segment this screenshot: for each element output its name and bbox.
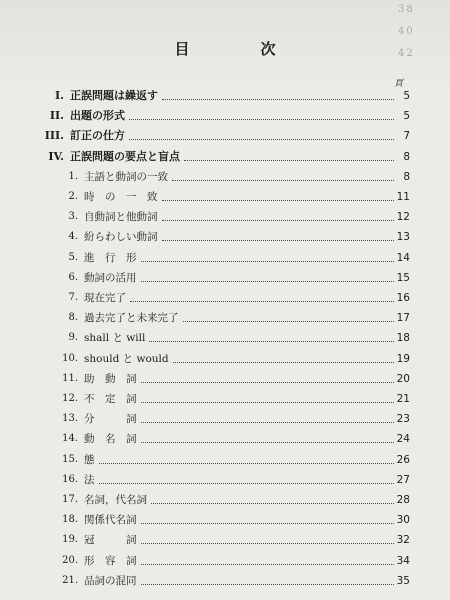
toc-page-number: 30 <box>396 514 410 527</box>
toc-page-number: 8 <box>403 170 410 183</box>
toc-item-number: 14. <box>62 433 78 445</box>
toc-item-title: should と would <box>84 352 169 365</box>
toc-item <box>0 530 450 550</box>
toc-item-title: shall と will <box>84 332 146 345</box>
toc-item-number: II. <box>49 109 64 123</box>
toc-item-title: 法 <box>84 473 95 486</box>
toc-page-number: 14 <box>396 251 410 264</box>
toc-item-title: 分 詞 <box>84 413 137 426</box>
toc-item <box>0 369 450 389</box>
toc-item-number: 1. <box>68 170 78 182</box>
toc-page-number: 5 <box>403 110 410 123</box>
toc-item-title: 自動詞と他動詞 <box>84 211 158 224</box>
toc-item-number: 12. <box>62 393 78 404</box>
toc-page-number: 17 <box>396 312 410 325</box>
dot-leader <box>149 341 394 342</box>
toc-section <box>0 86 450 106</box>
toc-item <box>0 248 450 268</box>
toc-item <box>0 470 450 490</box>
dot-leader <box>99 463 394 464</box>
toc-item-number: 20. <box>62 554 78 566</box>
dot-leader <box>141 402 394 403</box>
toc-item-number: 18. <box>62 514 78 526</box>
toc-page-number: 7 <box>403 130 410 143</box>
dot-leader <box>129 119 394 120</box>
toc-item-number: 6. <box>68 271 78 283</box>
toc-item-number: 8. <box>68 312 78 324</box>
toc-item-title: 冠 詞 <box>84 534 137 547</box>
toc-item <box>0 268 450 288</box>
toc-item <box>0 409 450 429</box>
dot-leader <box>162 220 394 221</box>
toc-page-number: 35 <box>396 574 410 587</box>
dot-leader <box>99 483 394 484</box>
dot-leader <box>173 362 394 363</box>
toc-page-number: 23 <box>396 413 410 426</box>
toc-item-number: 3. <box>68 211 78 223</box>
dot-leader <box>129 139 394 140</box>
toc-item-title: 進 行 形 <box>84 251 137 264</box>
toc-item-title: 過去完了と未来完了 <box>84 312 179 325</box>
toc-item-number: IV. <box>48 149 64 163</box>
dot-leader <box>183 321 394 322</box>
toc-item-number: 7. <box>68 292 78 303</box>
toc-item-title: 現在完了 <box>84 292 126 304</box>
dot-leader <box>162 99 394 100</box>
bleed-through-number: 42 <box>398 48 415 59</box>
toc-item-title: 動 名 詞 <box>84 433 137 446</box>
toc-page-number: 5 <box>403 90 410 102</box>
toc-item-title: 訂正の仕方 <box>70 129 125 143</box>
toc-item-title: 紛らわしい動詞 <box>84 231 158 244</box>
toc-item-number: 11. <box>62 372 78 384</box>
dot-leader <box>162 200 394 201</box>
toc-section <box>0 147 450 167</box>
toc-item <box>0 429 450 449</box>
bleed-through-number: 40 <box>398 26 415 37</box>
page-title: 目 次 <box>174 40 304 58</box>
toc-page-number: 32 <box>396 534 410 547</box>
toc-item-title: 時 の 一 致 <box>84 191 158 203</box>
toc-item-title: 態 <box>84 453 95 466</box>
toc-item-number: 2. <box>68 191 78 202</box>
dot-leader <box>162 240 394 241</box>
toc-page-number: 18 <box>396 332 410 345</box>
toc-page-number: 11 <box>396 191 410 203</box>
toc-item <box>0 207 450 227</box>
dot-leader <box>141 382 394 383</box>
toc-page-number: 15 <box>396 271 410 284</box>
toc-page-number: 34 <box>396 554 410 567</box>
toc-item-title: 品詞の混同 <box>84 574 137 587</box>
toc-item <box>0 187 450 207</box>
toc-item-number: 21. <box>62 574 78 586</box>
dot-leader <box>141 564 394 565</box>
toc-item-number: 17. <box>62 494 78 505</box>
toc-page-number: 13 <box>396 231 410 244</box>
dot-leader <box>141 523 394 524</box>
toc-page-number: 27 <box>396 473 410 486</box>
toc-page-number: 16 <box>396 292 410 304</box>
page-column-marker: 頁 <box>394 79 404 89</box>
toc-section <box>0 126 450 146</box>
dot-leader <box>141 422 394 423</box>
toc-page-number: 24 <box>396 433 410 446</box>
toc-item-number: I. <box>55 89 64 102</box>
toc-item-title: 不 定 詞 <box>84 393 137 405</box>
toc-item-number: 13. <box>62 413 78 425</box>
toc-item <box>0 389 450 409</box>
toc-item <box>0 551 450 571</box>
toc-item-number: 10. <box>62 352 78 364</box>
toc-item-number: III. <box>44 129 64 143</box>
toc-item <box>0 328 450 348</box>
toc-item-title: 主語と動詞の一致 <box>84 170 168 183</box>
dot-leader <box>130 301 394 302</box>
toc-item-title: 助 動 詞 <box>84 372 137 385</box>
toc-item-title: 出題の形式 <box>70 109 125 123</box>
toc-item <box>0 227 450 247</box>
toc-item <box>0 571 450 591</box>
dot-leader <box>172 180 394 181</box>
toc-item-title: 正誤問題は繰返す <box>70 89 158 102</box>
toc-item-title: 関係代名詞 <box>84 514 137 527</box>
toc-item <box>0 510 450 530</box>
toc-page-number: 21 <box>396 393 410 405</box>
toc-item-number: 4. <box>68 231 78 243</box>
toc-page-number: 20 <box>396 372 410 385</box>
toc-item <box>0 167 450 187</box>
dot-leader <box>141 281 394 282</box>
dot-leader <box>184 160 394 161</box>
toc-item-title: 名詞，代名詞 <box>84 494 147 506</box>
toc-item <box>0 288 450 308</box>
toc-item-number: 9. <box>68 332 78 344</box>
toc-page-number: 28 <box>396 494 410 506</box>
toc-item-number: 5. <box>68 251 78 263</box>
toc-item <box>0 450 450 470</box>
toc-item-number: 19. <box>62 534 78 546</box>
toc-item <box>0 349 450 369</box>
toc-item-number: 16. <box>62 473 78 485</box>
bleed-through-number: 38 <box>398 4 415 15</box>
toc-section <box>0 106 450 126</box>
toc-item-title: 正誤問題の要点と盲点 <box>70 149 180 163</box>
toc-page-number: 19 <box>396 352 410 365</box>
toc-page-number: 8 <box>403 150 410 163</box>
toc-page-number: 12 <box>396 211 410 224</box>
dot-leader <box>141 584 394 585</box>
toc-item-title: 形 容 詞 <box>84 554 137 567</box>
dot-leader <box>141 442 394 443</box>
dot-leader <box>141 543 394 544</box>
dot-leader <box>141 261 394 262</box>
toc-item-number: 15. <box>62 453 78 465</box>
toc-item-title: 動詞の活用 <box>84 271 137 284</box>
toc-page-number: 26 <box>396 453 410 466</box>
toc-item <box>0 490 450 510</box>
dot-leader <box>151 503 394 504</box>
toc-item <box>0 308 450 328</box>
